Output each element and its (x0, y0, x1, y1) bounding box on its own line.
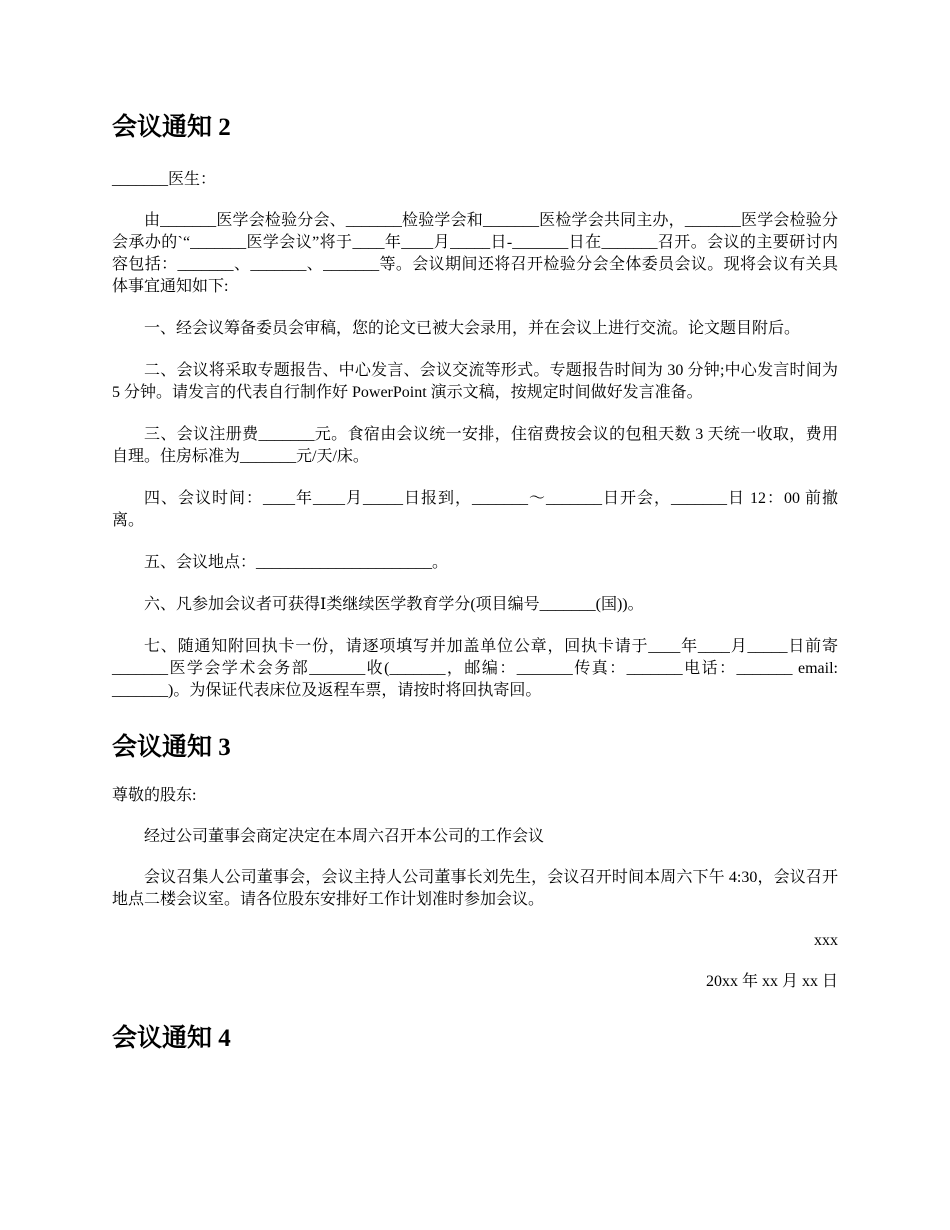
notice-2-item-4: 四、会议时间：____年____月_____日报到，_______～_______日开会，_______日 12：00 前撤离。 (112, 490, 838, 529)
notice-2-title: 会议通知 2 (112, 114, 231, 141)
notice-2-item-6: 六、凡参加会议者可获得Ⅰ类继续医学教育学分(项目编号_______(国))。 (144, 596, 644, 613)
notice-2-item-1: 一、经会议筹备委员会审稿，您的论文已被大会录用，并在会议上进行交流。论文题目附后。 (144, 320, 801, 337)
notice-2-item-7: 七、随通知附回执卡一份，请逐项填写并加盖单位公章，回执卡请于____年____月_____日前寄_______医学会学术会务部_______收(_______，邮编：_______传真：_______电话：_______ email: _______)。为保证代表床位及返程车票，请按时将回执寄回。 (112, 638, 838, 699)
notice-2-item-2: 二、会议将采取专题报告、中心发言、会议交流等形式。专题报告时间为 30 分钟;中心发言时间为 5 分钟。请发言的代表自行制作好 PowerPoint 演示文稿，按规定时间做好发言准备。 (112, 362, 838, 401)
notice-3-paragraph-1: 经过公司董事会商定决定在本周六召开本公司的工作会议 (144, 828, 545, 845)
notice-3-signer: xxx (814, 932, 838, 949)
notice-2-item-3: 三、会议注册费_______元。食宿由会议统一安排，住宿费按会议的包租天数 3 天统一收取，费用自理。住房标准为_______元/天/床。 (112, 426, 838, 465)
notice-3-title: 会议通知 3 (112, 734, 231, 761)
notice-2-item-5: 五、会议地点：______________________。 (144, 554, 449, 571)
notice-3-paragraph-2: 会议召集人公司董事会，会议主持人公司董事长刘先生，会议召开时间本周六下午 4:30，会议召开地点二楼会议室。请各位股东安排好工作计划准时参加会议。 (112, 869, 838, 908)
notice-3-date: 20xx 年 xx 月 xx 日 (705, 973, 838, 990)
notice-3-salutation: 尊敬的股东: (112, 787, 197, 804)
notice-2-salutation: _______医生： (112, 171, 217, 188)
notice-4-title: 会议通知 4 (112, 1025, 231, 1052)
notice-2-intro: 由_______医学会检验分会、_______检验学会和_______医检学会共同主办，_______医学会检验分会承办的`“_______医学会议”将于____年____月_____日-_______日在_______召开。会议的主要研讨内容包括：_______、_______、_______等。会议期间还将召开检验分会全体委员会议。现将会议有关具体事宜通知如下: (112, 212, 838, 295)
